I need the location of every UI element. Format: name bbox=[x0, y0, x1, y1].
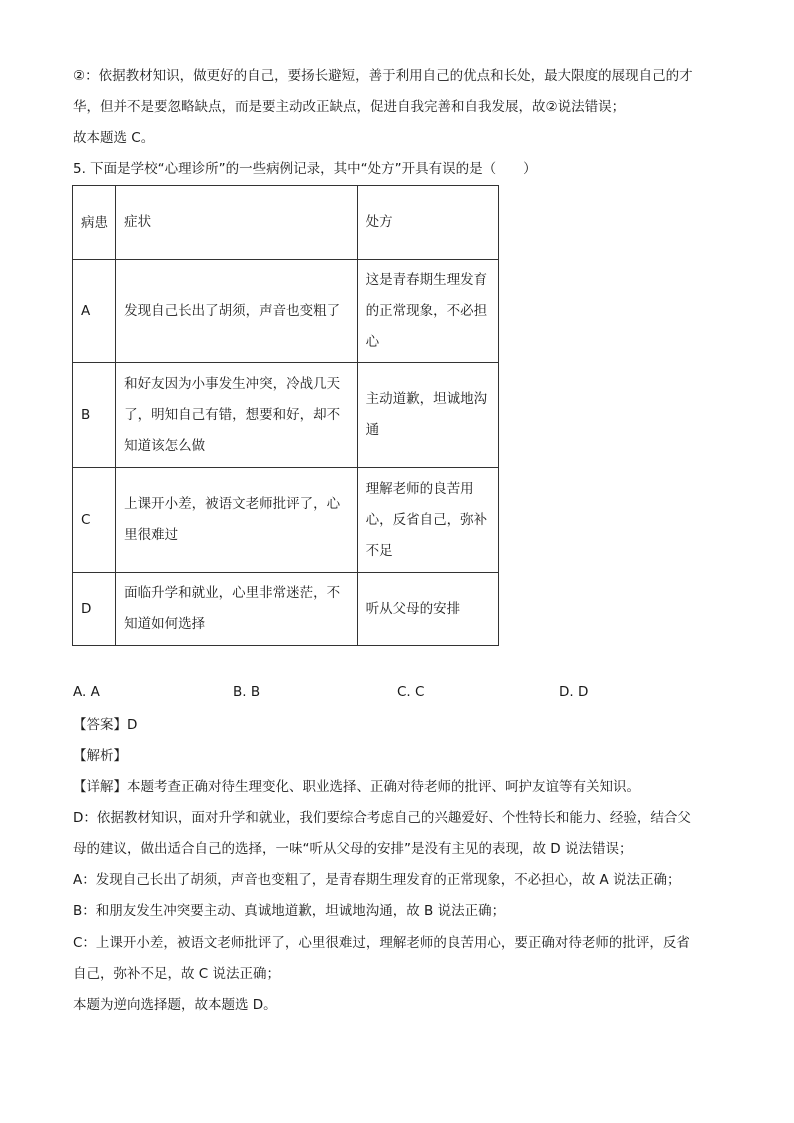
detail-line: 【详解】本题考查正确对待生理变化、职业选择、正确对待老师的批评、呵护友谊等有关知识。 bbox=[73, 779, 640, 795]
question-stem: 5. 下面是学校“心理诊所”的一些病例记录，其中“处方”开具有误的是（ ） bbox=[73, 161, 537, 177]
answer-summary-line: 故本题选 C。 bbox=[73, 130, 155, 146]
header-cell-symptom: 症状 bbox=[116, 186, 358, 260]
option-a: A. A bbox=[73, 684, 100, 700]
table-header-row bbox=[73, 186, 499, 260]
analysis-d-line-1: D：依据教材知识，面对升学和就业，我们要综合考虑自己的兴趣爱好、个性特长和能力、经验，结合父 bbox=[73, 810, 691, 826]
row-prescription: 这是青春期生理发育的正常现象，不必担心 bbox=[357, 260, 498, 363]
table-row bbox=[73, 260, 499, 363]
row-prescription: 主动道歉，坦诚地沟通 bbox=[357, 363, 498, 468]
row-symptom: 和好友因为小事发生冲突，冷战几天了，明知自己有错，想要和好，却不知道该怎么做 bbox=[116, 363, 358, 468]
row-prescription: 理解老师的良苦用心，反省自己，弥补不足 bbox=[357, 468, 498, 573]
row-label: B bbox=[73, 363, 116, 468]
table-row bbox=[73, 468, 499, 573]
analysis-label: 【解析】 bbox=[73, 748, 127, 764]
table-row bbox=[73, 573, 499, 646]
explanation-line-2: 华，但并不是要忽略缺点，而是要主动改正缺点，促进自我完善和自我发展，故②说法错误； bbox=[73, 99, 626, 115]
table-row bbox=[73, 363, 499, 468]
header-label-patient: 病患 bbox=[81, 214, 108, 231]
answer-label: 【答案】D bbox=[73, 717, 138, 733]
row-label: A bbox=[73, 260, 116, 363]
analysis-a-line: A：发现自己长出了胡须，声音也变粗了，是青春期生理发育的正常现象，不必担心，故 A 说法正确； bbox=[73, 872, 681, 888]
analysis-b-line: B：和朋友发生冲突要主动、真诚地道歉，坦诚地沟通，故 B 说法正确； bbox=[73, 903, 506, 919]
analysis-c-line-2: 自己，弥补不足，故 C 说法正确； bbox=[73, 966, 281, 982]
answer-options bbox=[73, 684, 713, 704]
row-prescription: 听从父母的安排 bbox=[357, 573, 498, 646]
case-table bbox=[72, 185, 499, 646]
option-d: D. D bbox=[559, 684, 589, 700]
analysis-d-line-2: 母的建议，做出适合自己的选择，一味“听从父母的安排”是没有主见的表现，故 D 说法错误； bbox=[73, 841, 633, 857]
analysis-c-line-1: C：上课开小差，被语文老师批评了，心里很难过，理解老师的良苦用心，要正确对待老师的批评，反省 bbox=[73, 935, 690, 951]
row-symptom: 发现自己长出了胡须，声音也变粗了 bbox=[116, 260, 358, 363]
row-symptom: 上课开小差，被语文老师批评了，心里很难过 bbox=[116, 468, 358, 573]
header-cell-patient bbox=[73, 186, 116, 260]
row-label: D bbox=[73, 573, 116, 646]
option-b: B. B bbox=[233, 684, 261, 700]
option-c: C. C bbox=[397, 684, 425, 700]
header-cell-prescription: 处方 bbox=[357, 186, 498, 260]
conclusion-line: 本题为逆向选择题，故本题选 D。 bbox=[73, 997, 277, 1013]
explanation-line-1: ②：依据教材知识，做更好的自己，要扬长避短，善于利用自己的优点和长处，最大限度的展现自己的才 bbox=[73, 68, 693, 84]
row-symptom: 面临升学和就业，心里非常迷茫，不知道如何选择 bbox=[116, 573, 358, 646]
row-label: C bbox=[73, 468, 116, 573]
